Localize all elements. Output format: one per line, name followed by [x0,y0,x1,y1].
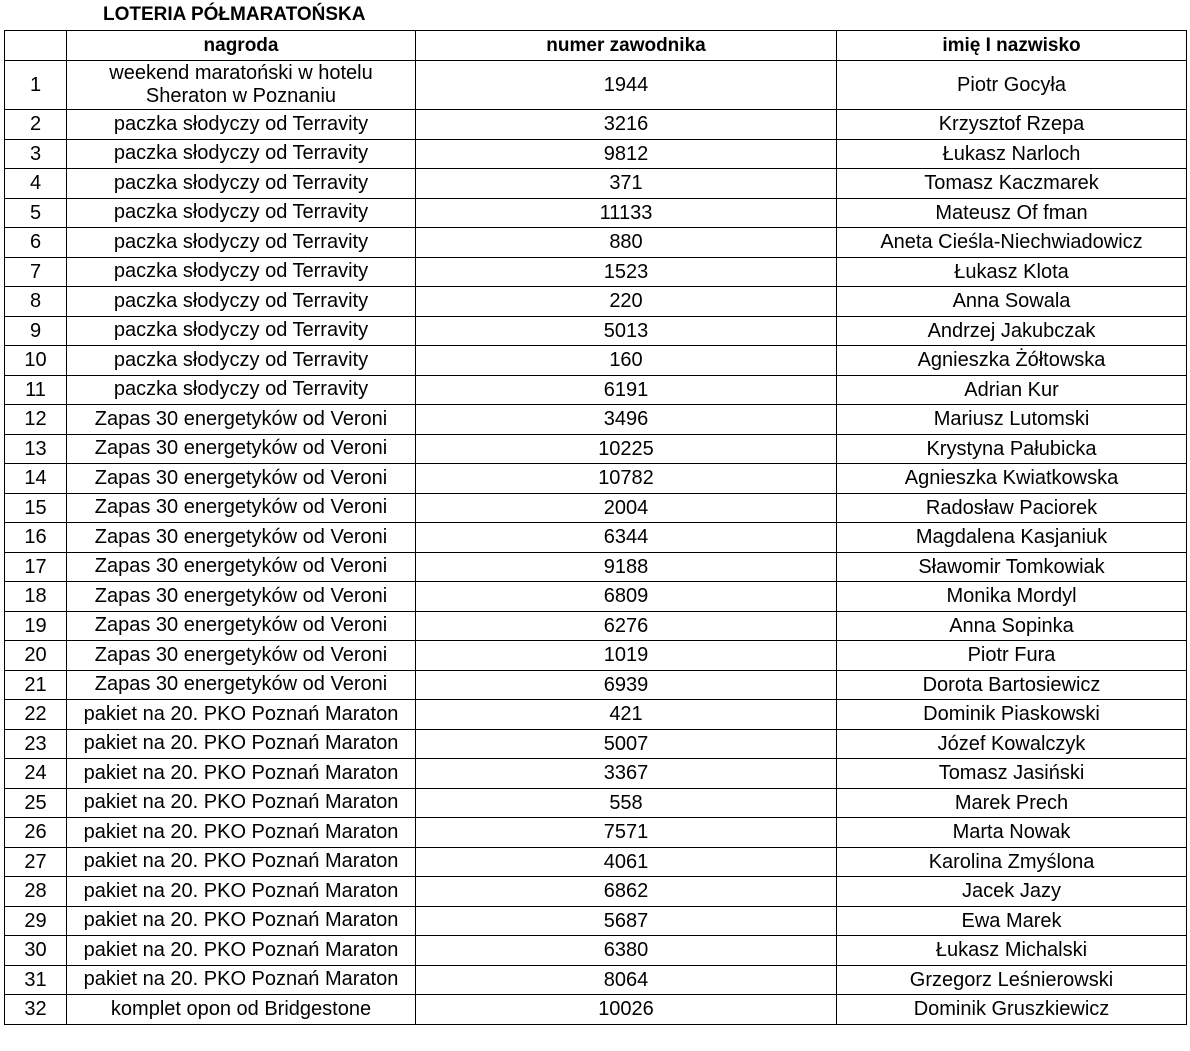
full-name-cell: Łukasz Narloch [837,139,1187,169]
prize-cell: pakiet na 20. PKO Poznań Maraton [67,936,416,966]
full-name-cell: Krzysztof Rzepa [837,110,1187,140]
table-row [5,847,1187,877]
row-index: 28 [5,877,67,907]
full-name-cell: Radosław Paciorek [837,493,1187,523]
prize-cell: paczka słodyczy od Terravity [67,228,416,258]
header-runner-number: numer zawodnika [416,31,837,61]
full-name-cell: Jacek Jazy [837,877,1187,907]
prize-cell: Zapas 30 energetyków od Veroni [67,641,416,671]
table-row [5,405,1187,435]
table-row [5,346,1187,376]
header-prize: nagroda [67,31,416,61]
row-index: 32 [5,995,67,1025]
runner-number-cell: 5013 [416,316,837,346]
prize-cell: pakiet na 20. PKO Poznań Maraton [67,818,416,848]
runner-number-cell: 1944 [416,61,837,110]
runner-number-cell: 7571 [416,818,837,848]
table-row [5,287,1187,317]
prize-cell: Zapas 30 energetyków od Veroni [67,552,416,582]
full-name-cell: Anna Sowala [837,287,1187,317]
full-name-cell: Dominik Gruszkiewicz [837,995,1187,1025]
full-name-cell: Grzegorz Leśnierowski [837,965,1187,995]
full-name-cell: Agnieszka Kwiatkowska [837,464,1187,494]
prize-cell: Zapas 30 energetyków od Veroni [67,405,416,435]
table-row [5,493,1187,523]
row-index: 2 [5,110,67,140]
runner-number-cell: 160 [416,346,837,376]
row-index: 26 [5,818,67,848]
prize-cell: paczka słodyczy od Terravity [67,110,416,140]
row-index: 13 [5,434,67,464]
prize-cell: pakiet na 20. PKO Poznań Maraton [67,906,416,936]
full-name-cell: Dorota Bartosiewicz [837,670,1187,700]
lottery-table [4,30,1187,1025]
table-row [5,139,1187,169]
full-name-cell: Karolina Zmyślona [837,847,1187,877]
row-index: 24 [5,759,67,789]
runner-number-cell: 3367 [416,759,837,789]
row-index: 29 [5,906,67,936]
runner-number-cell: 3496 [416,405,837,435]
full-name-cell: Józef Kowalczyk [837,729,1187,759]
table-row [5,110,1187,140]
runner-number-cell: 6862 [416,877,837,907]
runner-number-cell: 9812 [416,139,837,169]
runner-number-cell: 880 [416,228,837,258]
prize-cell: pakiet na 20. PKO Poznań Maraton [67,759,416,789]
full-name-cell: Mariusz Lutomski [837,405,1187,435]
table-row [5,906,1187,936]
full-name-cell: Piotr Fura [837,641,1187,671]
table-row [5,228,1187,258]
runner-number-cell: 10782 [416,464,837,494]
row-index: 23 [5,729,67,759]
runner-number-cell: 3216 [416,110,837,140]
row-index: 11 [5,375,67,405]
runner-number-cell: 8064 [416,965,837,995]
row-index: 15 [5,493,67,523]
row-index: 4 [5,169,67,199]
prize-cell: Zapas 30 energetyków od Veroni [67,582,416,612]
prize-cell: paczka słodyczy od Terravity [67,346,416,376]
table-row [5,670,1187,700]
full-name-cell: Anna Sopinka [837,611,1187,641]
full-name-cell: Mateusz Of fman [837,198,1187,228]
row-index: 12 [5,405,67,435]
row-index: 21 [5,670,67,700]
row-index: 10 [5,346,67,376]
table-row [5,965,1187,995]
runner-number-cell: 9188 [416,552,837,582]
row-index: 19 [5,611,67,641]
prize-cell: paczka słodyczy od Terravity [67,287,416,317]
runner-number-cell: 371 [416,169,837,199]
row-index: 25 [5,788,67,818]
runner-number-cell: 6380 [416,936,837,966]
header-full-name: imię I nazwisko [837,31,1187,61]
full-name-cell: Łukasz Klota [837,257,1187,287]
table-row [5,552,1187,582]
prize-cell: Zapas 30 energetyków od Veroni [67,464,416,494]
table-row [5,582,1187,612]
row-index: 3 [5,139,67,169]
runner-number-cell: 6191 [416,375,837,405]
full-name-cell: Aneta Cieśla-Niechwiadowicz [837,228,1187,258]
table-row [5,375,1187,405]
runner-number-cell: 11133 [416,198,837,228]
table-row [5,995,1187,1025]
full-name-cell: Marek Prech [837,788,1187,818]
table-row [5,877,1187,907]
prize-cell: paczka słodyczy od Terravity [67,169,416,199]
row-index: 8 [5,287,67,317]
runner-number-cell: 6939 [416,670,837,700]
table-header-row [5,31,1187,61]
prize-cell: pakiet na 20. PKO Poznań Maraton [67,788,416,818]
prize-cell: komplet opon od Bridgestone [67,995,416,1025]
header-index [5,31,67,61]
table-row [5,936,1187,966]
runner-number-cell: 6276 [416,611,837,641]
row-index: 31 [5,965,67,995]
runner-number-cell: 5007 [416,729,837,759]
runner-number-cell: 2004 [416,493,837,523]
table-row [5,788,1187,818]
row-index: 7 [5,257,67,287]
table-row [5,523,1187,553]
runner-number-cell: 6809 [416,582,837,612]
table-row [5,257,1187,287]
runner-number-cell: 4061 [416,847,837,877]
prize-cell: pakiet na 20. PKO Poznań Maraton [67,847,416,877]
runner-number-cell: 6344 [416,523,837,553]
row-index: 6 [5,228,67,258]
table-row [5,759,1187,789]
prize-cell: weekend maratoński w hotelu Sheraton w Poznaniu [67,61,416,110]
runner-number-cell: 10225 [416,434,837,464]
row-index: 22 [5,700,67,730]
full-name-cell: Dominik Piaskowski [837,700,1187,730]
prize-cell: pakiet na 20. PKO Poznań Maraton [67,700,416,730]
full-name-cell: Agnieszka Żółtowska [837,346,1187,376]
full-name-cell: Piotr Gocyła [837,61,1187,110]
full-name-cell: Andrzej Jakubczak [837,316,1187,346]
row-index: 17 [5,552,67,582]
table-row [5,198,1187,228]
table-row [5,464,1187,494]
table-row [5,611,1187,641]
full-name-cell: Tomasz Jasiński [837,759,1187,789]
runner-number-cell: 1019 [416,641,837,671]
row-index: 27 [5,847,67,877]
row-index: 16 [5,523,67,553]
prize-cell: paczka słodyczy od Terravity [67,375,416,405]
prize-cell: paczka słodyczy od Terravity [67,139,416,169]
prize-cell: Zapas 30 energetyków od Veroni [67,434,416,464]
runner-number-cell: 220 [416,287,837,317]
full-name-cell: Ewa Marek [837,906,1187,936]
prize-cell: paczka słodyczy od Terravity [67,316,416,346]
prize-cell: paczka słodyczy od Terravity [67,257,416,287]
table-row [5,818,1187,848]
row-index: 20 [5,641,67,671]
table-row [5,700,1187,730]
prize-cell: Zapas 30 energetyków od Veroni [67,523,416,553]
runner-number-cell: 421 [416,700,837,730]
full-name-cell: Krystyna Pałubicka [837,434,1187,464]
table-row [5,61,1187,110]
full-name-cell: Adrian Kur [837,375,1187,405]
full-name-cell: Monika Mordyl [837,582,1187,612]
runner-number-cell: 5687 [416,906,837,936]
full-name-cell: Sławomir Tomkowiak [837,552,1187,582]
table-row [5,641,1187,671]
table-row [5,729,1187,759]
row-index: 30 [5,936,67,966]
table-row [5,434,1187,464]
prize-cell: Zapas 30 energetyków od Veroni [67,493,416,523]
table-body [5,61,1187,1025]
row-index: 5 [5,198,67,228]
prize-cell: pakiet na 20. PKO Poznań Maraton [67,729,416,759]
runner-number-cell: 1523 [416,257,837,287]
prize-cell: pakiet na 20. PKO Poznań Maraton [67,965,416,995]
prize-cell: Zapas 30 energetyków od Veroni [67,611,416,641]
table-row [5,316,1187,346]
full-name-cell: Tomasz Kaczmarek [837,169,1187,199]
row-index: 1 [5,61,67,110]
runner-number-cell: 558 [416,788,837,818]
full-name-cell: Marta Nowak [837,818,1187,848]
prize-cell: paczka słodyczy od Terravity [67,198,416,228]
row-index: 18 [5,582,67,612]
runner-number-cell: 10026 [416,995,837,1025]
full-name-cell: Magdalena Kasjaniuk [837,523,1187,553]
prize-cell: Zapas 30 energetyków od Veroni [67,670,416,700]
full-name-cell: Łukasz Michalski [837,936,1187,966]
prize-cell: pakiet na 20. PKO Poznań Maraton [67,877,416,907]
table-row [5,169,1187,199]
row-index: 9 [5,316,67,346]
page-title: LOTERIA PÓŁMARATOŃSKA [103,4,366,25]
row-index: 14 [5,464,67,494]
